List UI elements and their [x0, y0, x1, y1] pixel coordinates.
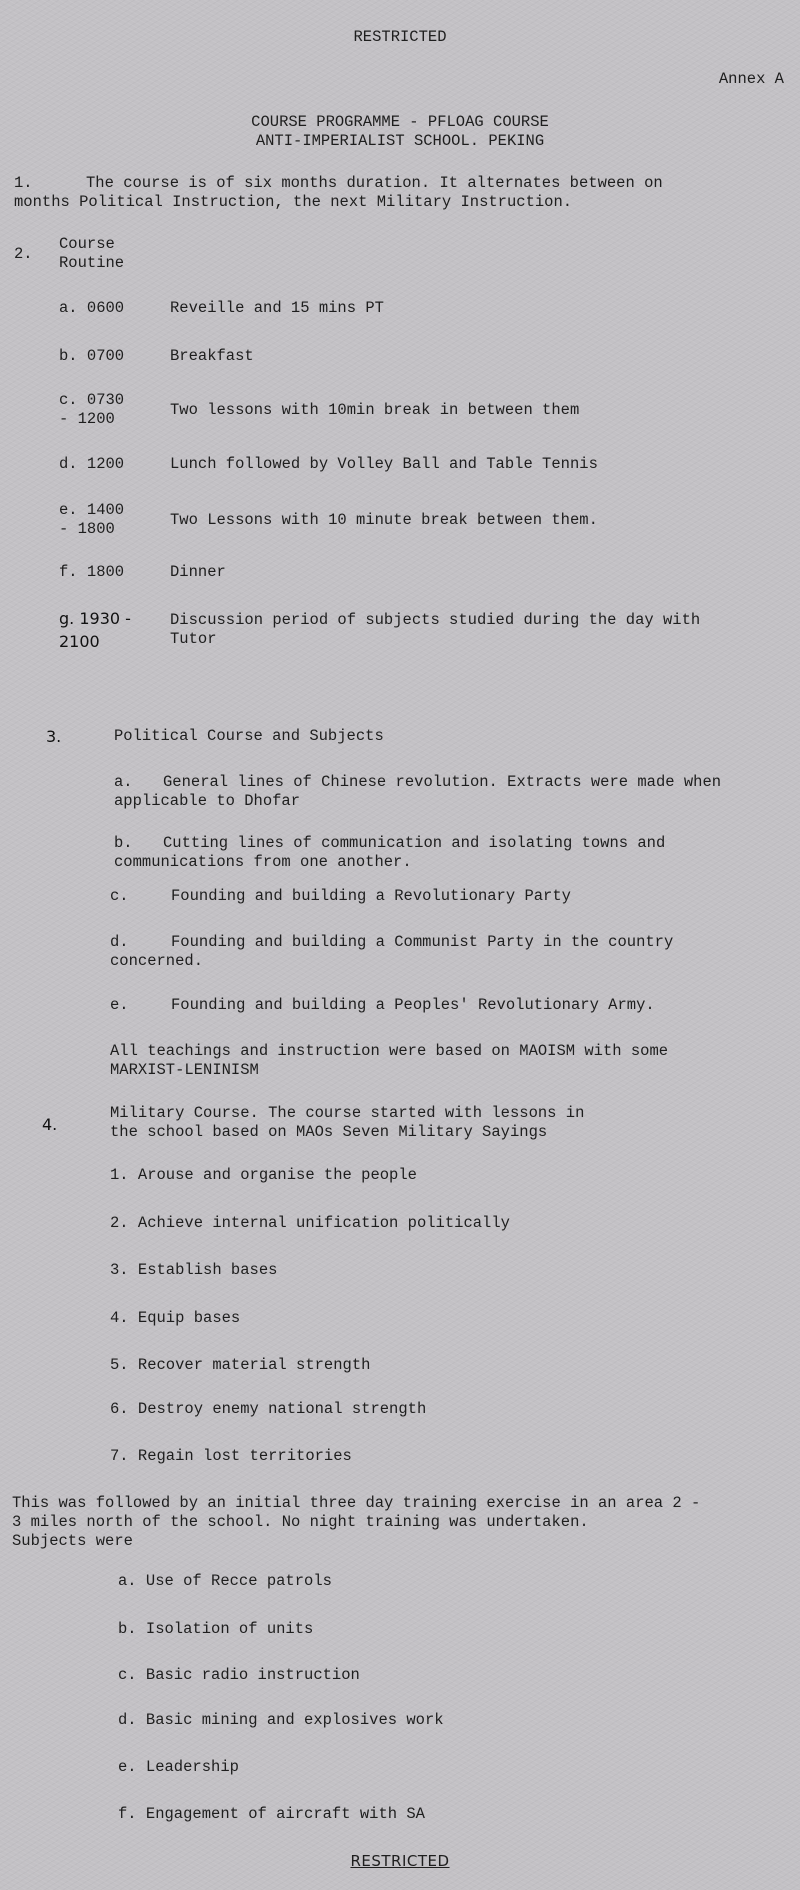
routine-time: - 1800: [59, 520, 115, 538]
exercise-paragraph: 3 miles north of the school. No night training was undertaken.: [12, 1513, 589, 1531]
section-number-handwritten: 4.: [42, 1115, 58, 1134]
subject-label: d.: [110, 933, 129, 951]
routine-time: - 1200: [59, 410, 115, 428]
subject-text: Founding and building a Revolutionary Party: [171, 887, 571, 905]
subject-text: Founding and building a Peoples' Revolutionary Army.: [171, 996, 655, 1014]
routine-activity: Breakfast: [170, 347, 254, 365]
routine-activity: Reveille and 15 mins PT: [170, 299, 384, 317]
subject-text: concerned.: [110, 952, 204, 970]
annex-label: Annex A: [718, 70, 784, 88]
exercise-subject: e. Leadership: [118, 1758, 239, 1776]
section-text: The course is of six months duration. It alternates between on: [86, 174, 663, 192]
subject-label: b.: [114, 834, 133, 852]
subject-label: a.: [114, 773, 133, 791]
military-saying: 6. Destroy enemy national strength: [110, 1400, 427, 1418]
bottom-classification: RESTRICTED: [350, 1852, 450, 1870]
routine-activity: Two Lessons with 10 minute break between them.: [170, 511, 598, 529]
exercise-subject: c. Basic radio instruction: [118, 1666, 360, 1684]
section-number: 1.: [14, 174, 33, 192]
section-title: Routine: [59, 254, 125, 272]
section-title: Course: [59, 235, 115, 253]
exercise-subject: a. Use of Recce patrols: [118, 1572, 332, 1590]
military-saying: 2. Achieve internal unification politically: [110, 1214, 510, 1232]
subject-label: c.: [110, 887, 129, 905]
routine-time: b. 0700: [59, 347, 125, 365]
document-subtitle: ANTI-IMPERIALIST SCHOOL. PEKING: [255, 132, 545, 150]
section-text: months Political Instruction, the next Military Instruction.: [14, 193, 573, 211]
routine-activity: Dinner: [170, 563, 226, 581]
routine-time: a. 0600: [59, 299, 125, 317]
routine-activity: Tutor: [170, 630, 217, 648]
routine-activity: Discussion period of subjects studied during the day with: [170, 611, 701, 629]
section-intro: the school based on MAOs Seven Military Sayings: [110, 1123, 548, 1141]
routine-activity: Lunch followed by Volley Ball and Table Tennis: [170, 455, 598, 473]
subject-text: communications from one another.: [114, 853, 412, 871]
subject-text: General lines of Chinese revolution. Extracts were made when: [163, 773, 722, 791]
military-saying: 5. Recover material strength: [110, 1356, 371, 1374]
political-note: MARXIST-LENINISM: [110, 1061, 259, 1079]
section-number: 2.: [14, 245, 33, 263]
military-saying: 1. Arouse and organise the people: [110, 1166, 417, 1184]
exercise-paragraph: This was followed by an initial three day training exercise in an area 2 -: [12, 1494, 701, 1512]
military-saying: 3. Establish bases: [110, 1261, 278, 1279]
section-number-handwritten: 3.: [46, 727, 62, 746]
subject-text: applicable to Dhofar: [114, 792, 301, 810]
political-note: All teachings and instruction were based on MAOISM with some: [110, 1042, 669, 1060]
exercise-subject: b. Isolation of units: [118, 1620, 314, 1638]
section-intro: Military Course. The course started with lessons in: [110, 1104, 585, 1122]
routine-time-handwritten: 2100: [59, 632, 100, 651]
subject-text: Founding and building a Communist Party in the country: [171, 933, 674, 951]
routine-time-handwritten: g. 1930 -: [59, 609, 131, 628]
routine-time: c. 0730: [59, 391, 125, 409]
document-title: COURSE PROGRAMME - PFLOAG COURSE: [251, 113, 549, 131]
top-classification: RESTRICTED: [353, 28, 447, 46]
subject-text: Cutting lines of communication and isolating towns and: [163, 834, 666, 852]
military-saying: 7. Regain lost territories: [110, 1447, 352, 1465]
routine-time: f. 1800: [59, 563, 125, 581]
section-title: Political Course and Subjects: [114, 727, 384, 745]
routine-time: e. 1400: [59, 501, 125, 519]
subject-label: e.: [110, 996, 129, 1014]
exercise-subject: d. Basic mining and explosives work: [118, 1711, 444, 1729]
exercise-subject: f. Engagement of aircraft with SA: [118, 1805, 425, 1823]
routine-activity: Two lessons with 10min break in between them: [170, 401, 580, 419]
exercise-paragraph: Subjects were: [12, 1532, 133, 1550]
routine-time: d. 1200: [59, 455, 125, 473]
military-saying: 4. Equip bases: [110, 1309, 241, 1327]
